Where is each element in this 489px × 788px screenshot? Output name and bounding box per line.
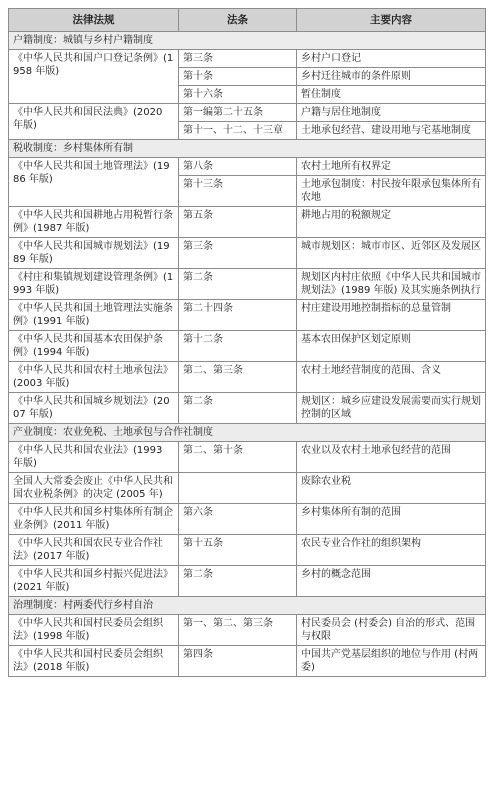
- law-name-cell: 《村庄和集镇规划建设管理条例》(1993 年版): [9, 269, 179, 300]
- law-name-cell: 《中华人民共和国民法典》(2020 年版): [9, 104, 179, 140]
- article-cell: 第十一、十二、十三章: [179, 122, 297, 140]
- section-row: [9, 140, 486, 158]
- content-cell: 农村土地所有权界定: [297, 158, 486, 176]
- article-cell: 第二、第十条: [179, 442, 297, 473]
- content-cell: 乡村户口登记: [297, 50, 486, 68]
- section-row: [9, 32, 486, 50]
- table-row: [9, 646, 486, 677]
- content-cell: 耕地占用的税额规定: [297, 207, 486, 238]
- article-cell: 第二条: [179, 269, 297, 300]
- article-cell: 第八条: [179, 158, 297, 176]
- article-cell: 第一、第二、第三条: [179, 615, 297, 646]
- law-name-cell: 《中华人民共和国基本农田保护条例》(1994 年版): [9, 331, 179, 362]
- article-cell: 第三条: [179, 50, 297, 68]
- table-header: [9, 9, 486, 32]
- article-cell: 第二条: [179, 566, 297, 597]
- content-cell: 村庄建设用地控制指标的总量管制: [297, 300, 486, 331]
- section-row: [9, 597, 486, 615]
- law-name-cell: 《中华人民共和国农村土地承包法》(2003 年版): [9, 362, 179, 393]
- content-cell: 乡村的概念范围: [297, 566, 486, 597]
- table-row: [9, 238, 486, 269]
- table-row: [9, 269, 486, 300]
- table-row: [9, 50, 486, 68]
- article-cell: 第三条: [179, 238, 297, 269]
- content-cell: 废除农业税: [297, 473, 486, 504]
- table-row: [9, 566, 486, 597]
- article-cell: 第四条: [179, 646, 297, 677]
- law-name-cell: 《中华人民共和国乡村集体所有制企业条例》(2011 年版): [9, 504, 179, 535]
- content-cell: 中国共产党基层组织的地位与作用 (村两委): [297, 646, 486, 677]
- content-cell: 乡村迁往城市的条件原则: [297, 68, 486, 86]
- law-name-cell: 《中华人民共和国土地管理法实施条例》(1991 年版): [9, 300, 179, 331]
- law-name-cell: 《中华人民共和国村民委员会组织法》(1998 年版): [9, 615, 179, 646]
- table-row: [9, 473, 486, 504]
- law-name-cell: 《中华人民共和国土地管理法》(1986 年版): [9, 158, 179, 207]
- content-cell: 城市规划区：城市市区、近邻区及发展区: [297, 238, 486, 269]
- content-cell: 规划区：城乡应建设发展需要而实行规划控制的区域: [297, 393, 486, 424]
- content-cell: 基本农田保护区划定原则: [297, 331, 486, 362]
- content-cell: 农村土地经营制度的范围、含义: [297, 362, 486, 393]
- header-content: 主要内容: [297, 9, 486, 32]
- content-cell: 土地承包经营、建设用地与宅基地制度: [297, 122, 486, 140]
- content-cell: 村民委员会 (村委会) 自治的形式、范围与权限: [297, 615, 486, 646]
- law-name-cell: 《中华人民共和国耕地占用税暂行条例》(1987 年版): [9, 207, 179, 238]
- article-cell: 第五条: [179, 207, 297, 238]
- article-cell: 第十条: [179, 68, 297, 86]
- content-cell: 农民专业合作社的组织架构: [297, 535, 486, 566]
- law-name-cell: 《中华人民共和国城乡规划法》(2007 年版): [9, 393, 179, 424]
- article-cell: 第十六条: [179, 86, 297, 104]
- content-cell: 农业以及农村土地承包经营的范围: [297, 442, 486, 473]
- table-row: [9, 615, 486, 646]
- table-row: [9, 207, 486, 238]
- article-cell: 第六条: [179, 504, 297, 535]
- section-title: 治理制度：村两委代行乡村自治: [9, 597, 486, 615]
- article-cell: 第一编第二十五条: [179, 104, 297, 122]
- content-cell: 暂住制度: [297, 86, 486, 104]
- section-title: 税收制度：乡村集体所有制: [9, 140, 486, 158]
- section-title: 产业制度：农业免税、土地承包与合作社制度: [9, 424, 486, 442]
- content-cell: 户籍与居住地制度: [297, 104, 486, 122]
- header-row: [9, 9, 486, 32]
- table-body: [9, 32, 486, 677]
- article-cell: 第十三条: [179, 176, 297, 207]
- header-article: 法条: [179, 9, 297, 32]
- table-row: [9, 504, 486, 535]
- content-cell: 乡村集体所有制的范围: [297, 504, 486, 535]
- table-row: [9, 362, 486, 393]
- header-law: 法律法规: [9, 9, 179, 32]
- table-row: [9, 331, 486, 362]
- article-cell: [179, 473, 297, 504]
- article-cell: 第二、第三条: [179, 362, 297, 393]
- law-table: [8, 8, 486, 677]
- table-row: [9, 535, 486, 566]
- article-cell: 第二条: [179, 393, 297, 424]
- article-cell: 第十五条: [179, 535, 297, 566]
- law-name-cell: 《中华人民共和国乡村振兴促进法》(2021 年版): [9, 566, 179, 597]
- content-cell: 土地承包制度：村民按年限承包集体所有农地: [297, 176, 486, 207]
- table-row: [9, 300, 486, 331]
- table-row: [9, 104, 486, 122]
- law-name-cell: 《中华人民共和国城市规划法》(1989 年版): [9, 238, 179, 269]
- law-name-cell: 《中华人民共和国农民专业合作社法》(2017 年版): [9, 535, 179, 566]
- table-row: [9, 393, 486, 424]
- article-cell: 第十二条: [179, 331, 297, 362]
- section-title: 户籍制度：城镇与乡村户籍制度: [9, 32, 486, 50]
- law-name-cell: 《中华人民共和国户口登记条例》(1958 年版): [9, 50, 179, 104]
- law-name-cell: 《中华人民共和国村民委员会组织法》(2018 年版): [9, 646, 179, 677]
- law-name-cell: 全国人大常委会废止《中华人民共和国农业税条例》的决定 (2005 年): [9, 473, 179, 504]
- article-cell: 第二十四条: [179, 300, 297, 331]
- law-name-cell: 《中华人民共和国农业法》(1993 年版): [9, 442, 179, 473]
- section-row: [9, 424, 486, 442]
- content-cell: 规划区内村庄依照《中华人民共和国城市规划法》(1989 年版) 及其实施条例执行: [297, 269, 486, 300]
- table-row: [9, 158, 486, 176]
- table-row: [9, 442, 486, 473]
